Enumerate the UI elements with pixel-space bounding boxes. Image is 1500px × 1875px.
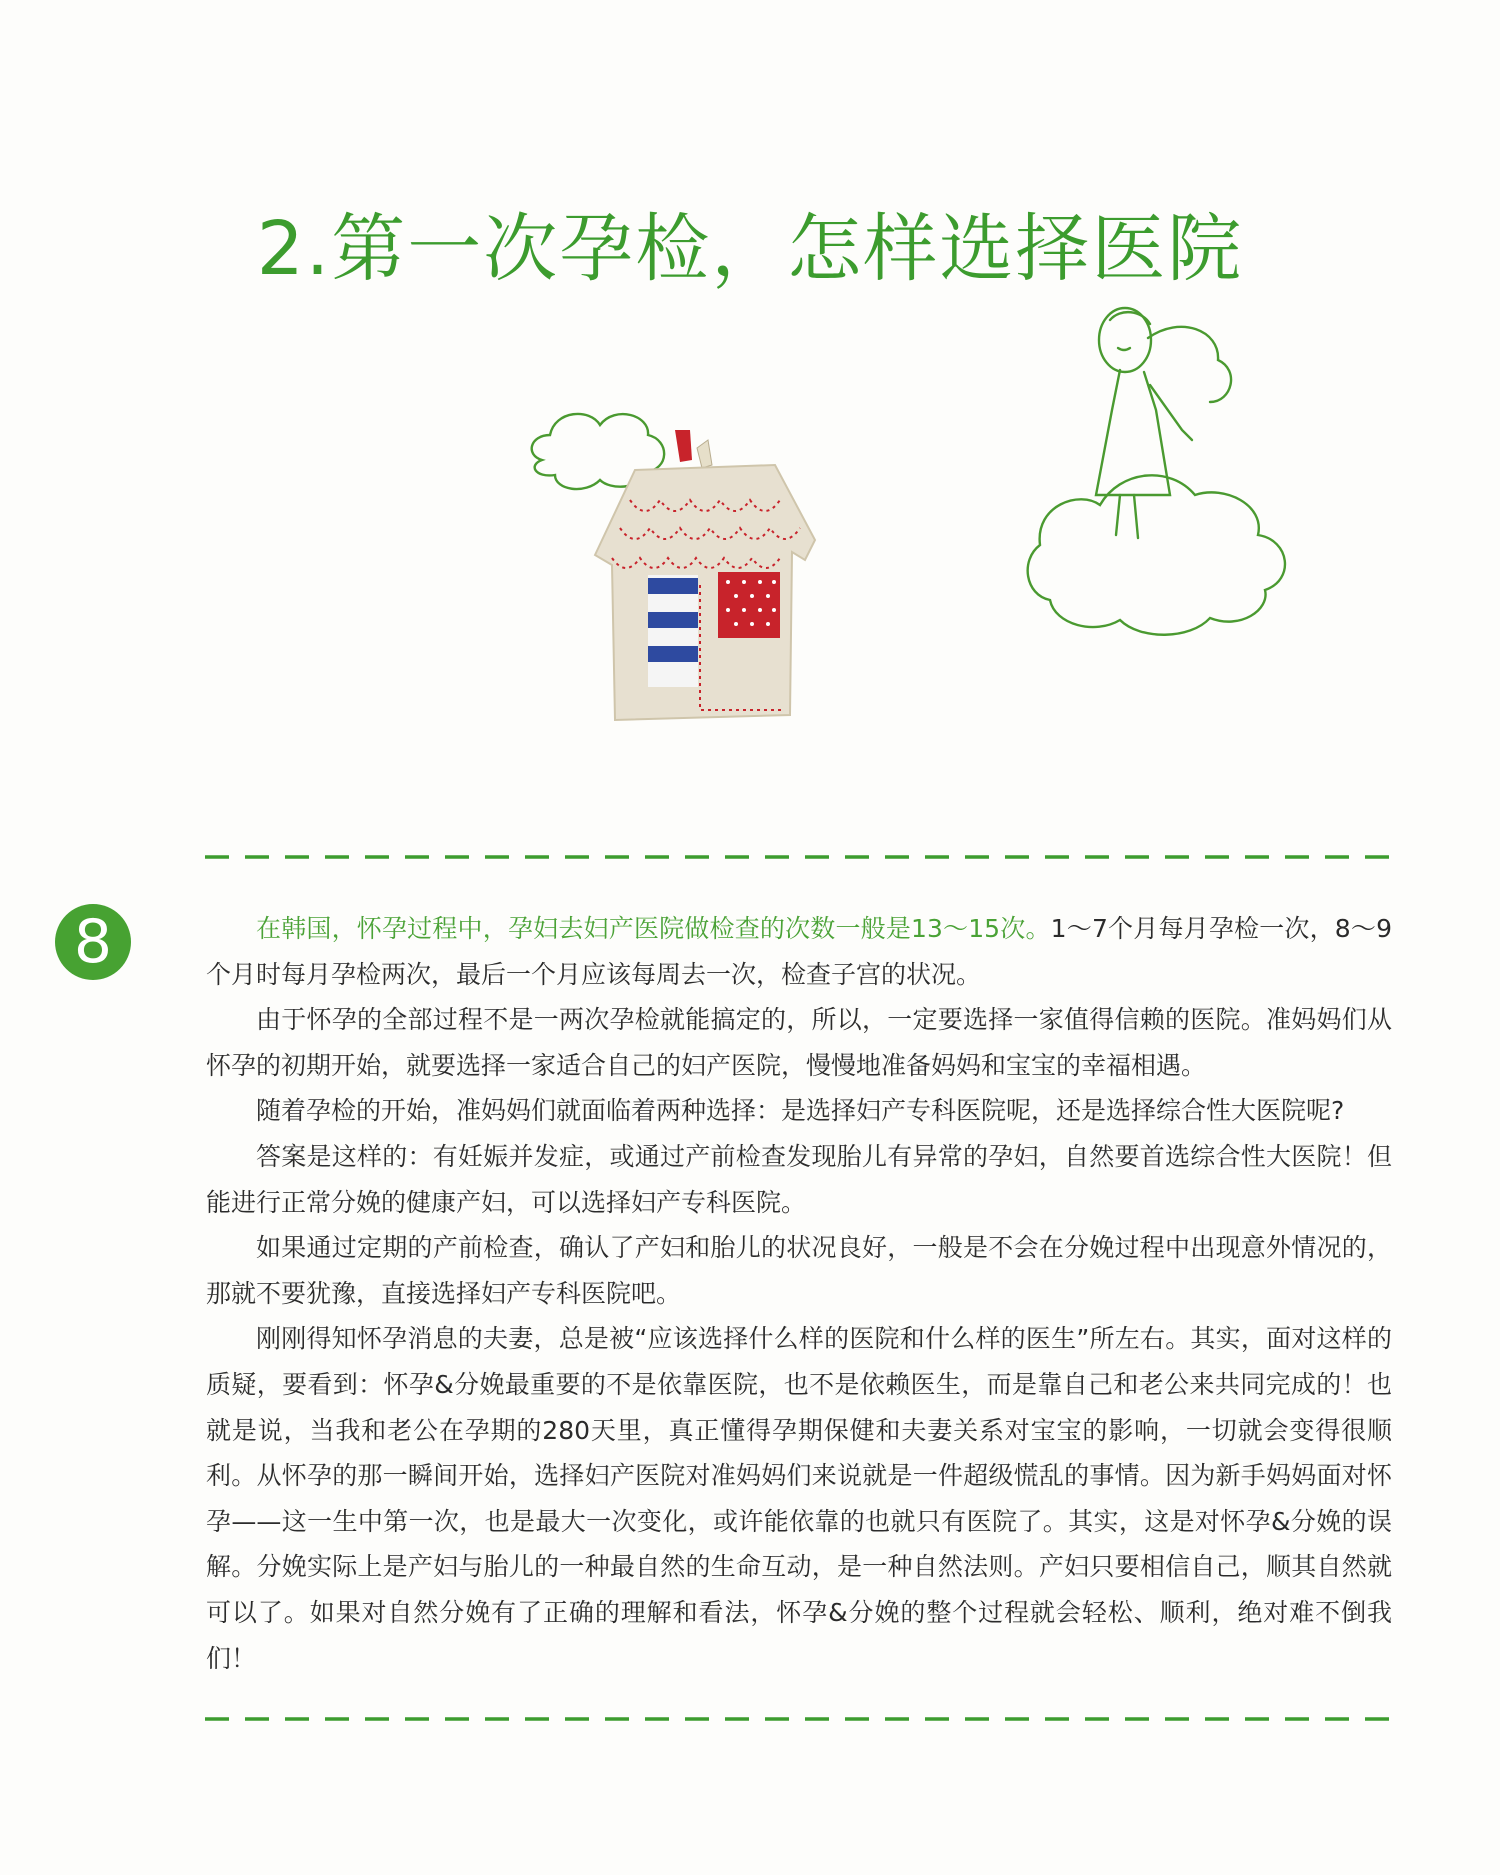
divider-bottom xyxy=(205,1715,1395,1723)
paragraph-4: 答案是这样的：有妊娠并发症，或通过产前检查发现胎儿有异常的孕妇，自然要首选综合性大医院！但能进行正常分娩的健康产妇，可以选择妇产专科医院。 xyxy=(206,1141,1392,1217)
article-body xyxy=(206,906,1392,1681)
fabric-house-icon xyxy=(595,430,815,720)
paragraph-6: 刚刚得知怀孕消息的夫妻，总是被“应该选择什么样的医院和什么样的医生”所左右。其实，面对这样的质疑，要看到：怀孕&分娩最重要的不是依靠医院，也不是依赖医生，而是靠自己和老公来共同完成的！也就是说，当我和老公在孕期的280天里，真正懂得孕期保健和夫妻关系对宝宝的影响，一切就会变得很顺利。从怀孕的那一瞬间开始，选择妇产医院对准妈妈们来说就是一件超级慌乱的事情。因为新手妈妈面对怀孕——这一生中第一次，也是最大一次变化，或许能依靠的也就只有医院了。其实，这是对怀孕&分娩的误解。分娩实际上是产妇与胎儿的一种最自然的生命互动，是一种自然法则。产妇只要相信自己，顺其自然就可以了。如果对自然分娩有了正确的理解和看法，怀孕&分娩的整个过程就会轻松、顺利，绝对难不倒我们！ xyxy=(206,1324,1392,1673)
paragraph-1-rest: 1～7个月每月孕检一次，8～9个月时每月孕检两次，最后一个月应该每周去一次，检查子宫的状况。 xyxy=(206,914,1392,989)
paragraph-3: 随着孕检的开始，准妈妈们就面临着两种选择：是选择妇产专科医院呢，还是选择综合性大医院呢? xyxy=(256,1096,1345,1126)
lead-sentence: 在韩国，怀孕过程中，孕妇去妇产医院做检查的次数一般是13～15次。 xyxy=(256,914,1051,943)
page-title: 2.第一次孕检，怎样选择医院 xyxy=(256,206,1244,292)
illustration xyxy=(520,290,1320,850)
page-number-badge: 8 xyxy=(55,904,131,980)
divider-top xyxy=(205,853,1395,861)
paragraph-2: 由于怀孕的全部过程不是一两次孕检就能搞定的，所以，一定要选择一家值得信赖的医院。准妈妈们从怀孕的初期开始，就要选择一家适合自己的妇产医院，慢慢地准备妈妈和宝宝的幸福相遇。 xyxy=(206,1005,1392,1080)
girl-on-cloud-icon xyxy=(1028,308,1285,635)
paragraph-1 xyxy=(206,906,1392,997)
paragraph-5: 如果通过定期的产前检查，确认了产妇和胎儿的状况良好，一般是不会在分娩过程中出现意外情况的，那就不要犹豫，直接选择妇产专科医院吧。 xyxy=(206,1233,1392,1308)
